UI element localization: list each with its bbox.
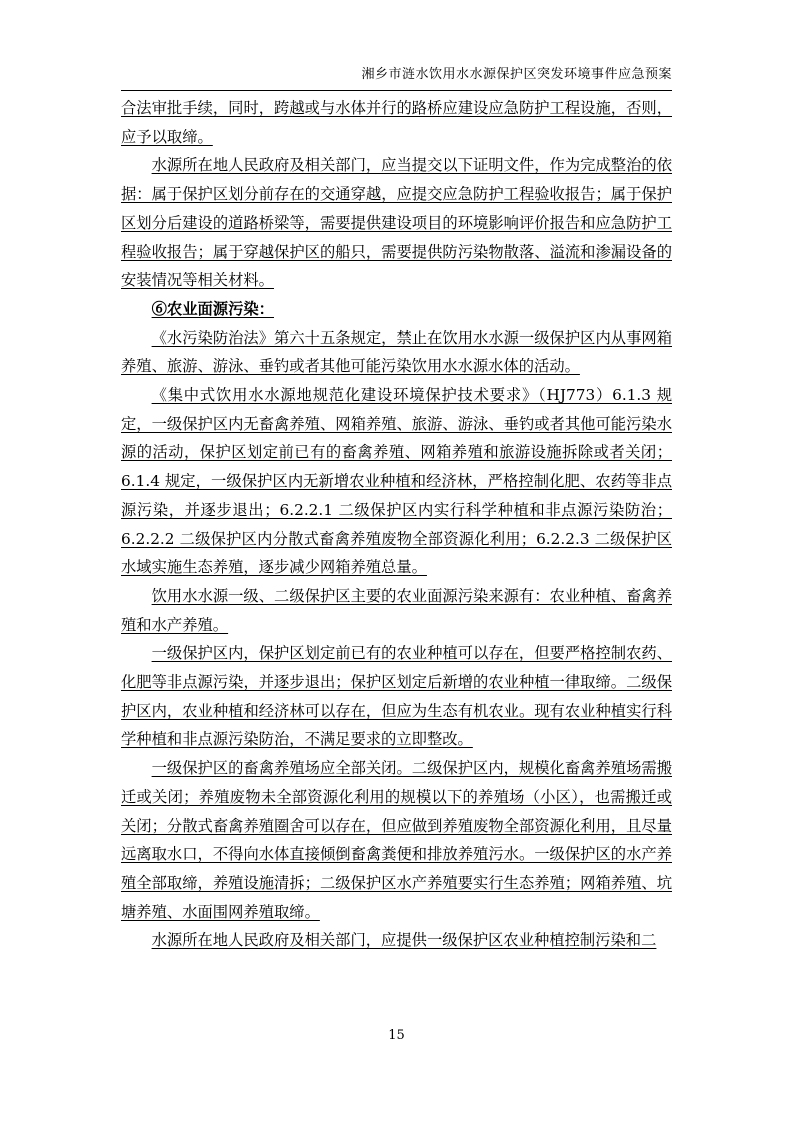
paragraph-government-duties: 水源所在地人民政府及相关部门，应提供一级保护区农业种植控制污染和二 <box>151 931 657 950</box>
paragraph-water-pollution-law: 《水污染防治法》第六十五条规定，禁止在饮用水水源一级保护区内从事网箱养殖、旅游、游泳、垂钓或者其他可能污染饮用水水源水体的活动。 <box>121 328 672 376</box>
paragraph-continuation: 合法审批手续，同时，跨越或与水体并行的路桥应建设应急防护工程设施，否则，应予以取缔。 <box>121 99 672 146</box>
document-body <box>121 94 672 955</box>
page-header <box>121 64 672 91</box>
paragraph-evidence-requirements: 水源所在地人民政府及相关部门，应当提交以下证明文件，作为完成整治的依据：属于保护区划分前存在的交通穿越，应提交应急防护工程验收报告；属于保护区划分后建设的道路桥梁等，需要提供建设项目的环境影响评价报告和应急防护工程验收报告；属于穿越保护区的船只，需要提供防污染物散落、溢流和渗漏设备的安装情况等相关材料。 <box>121 156 672 290</box>
paragraph-farming-control: 一级保护区内，保护区划定前已有的农业种植可以存在，但要严格控制农药、化肥等非点源污染，并逐步退出；保护区划定后新增的农业种植一律取缔。二级保护区内，农业种植和经济林可以存在，但应为生态有机农业。现有农业种植实行科学种植和非点源污染防治，不满足要求的立即整改。 <box>121 644 672 749</box>
paragraph-livestock-aquaculture: 一级保护区的畜禽养殖场应全部关闭。二级保护区内，规模化畜禽养殖场需搬迁或关闭；养殖废物未全部资源化利用的规模以下的养殖场（小区），也需搬迁或关闭；分散式畜禽养殖圈舍可以存在，但应做到养殖废物全部资源化利用，且尽量远离取水口，不得向水体直接倾倒畜禽粪便和排放养殖污水。一级保护区的水产养殖全部取缔，养殖设施清拆；二级保护区水产养殖要实行生态养殖；网箱养殖、坑塘养殖、水面围网养殖取缔。 <box>121 759 672 921</box>
paragraph-technical-requirements: 《集中式饮用水水源地规范化建设环境保护技术要求》（HJ773）6.1.3 规定，一级保护区内无畜禽养殖、网箱养殖、旅游、游泳、垂钓或者其他可能污染水源的活动，保护区划定前已有的畜禽养殖、网箱养殖和旅游设施拆除或者关闭；6.1.4 规定，一级保护区内无新增农业种植和经济林，严格控制化肥、农药等非点源污染，并逐步退出；6.2.2.1 二级保护区内实行科学种植和非点源污染防治；6.2.2.2 二级保护区内分散式畜禽养殖废物全部资源化利用；6.2.2.3 二级保护区水域实施生态养殖，逐步减少网箱养殖总量。 <box>121 386 672 577</box>
paragraph-pollution-sources: 饮用水水源一级、二级保护区主要的农业面源污染来源有：农业种植、畜禽养殖和水产养殖。 <box>121 586 672 634</box>
page-number: 15 <box>388 1028 405 1043</box>
header-title: 湘乡市涟水饮用水水源保护区突发环境事件应急预案 <box>361 67 672 82</box>
section-heading-agricultural-pollution: ⑥农业面源污染： <box>151 299 274 318</box>
